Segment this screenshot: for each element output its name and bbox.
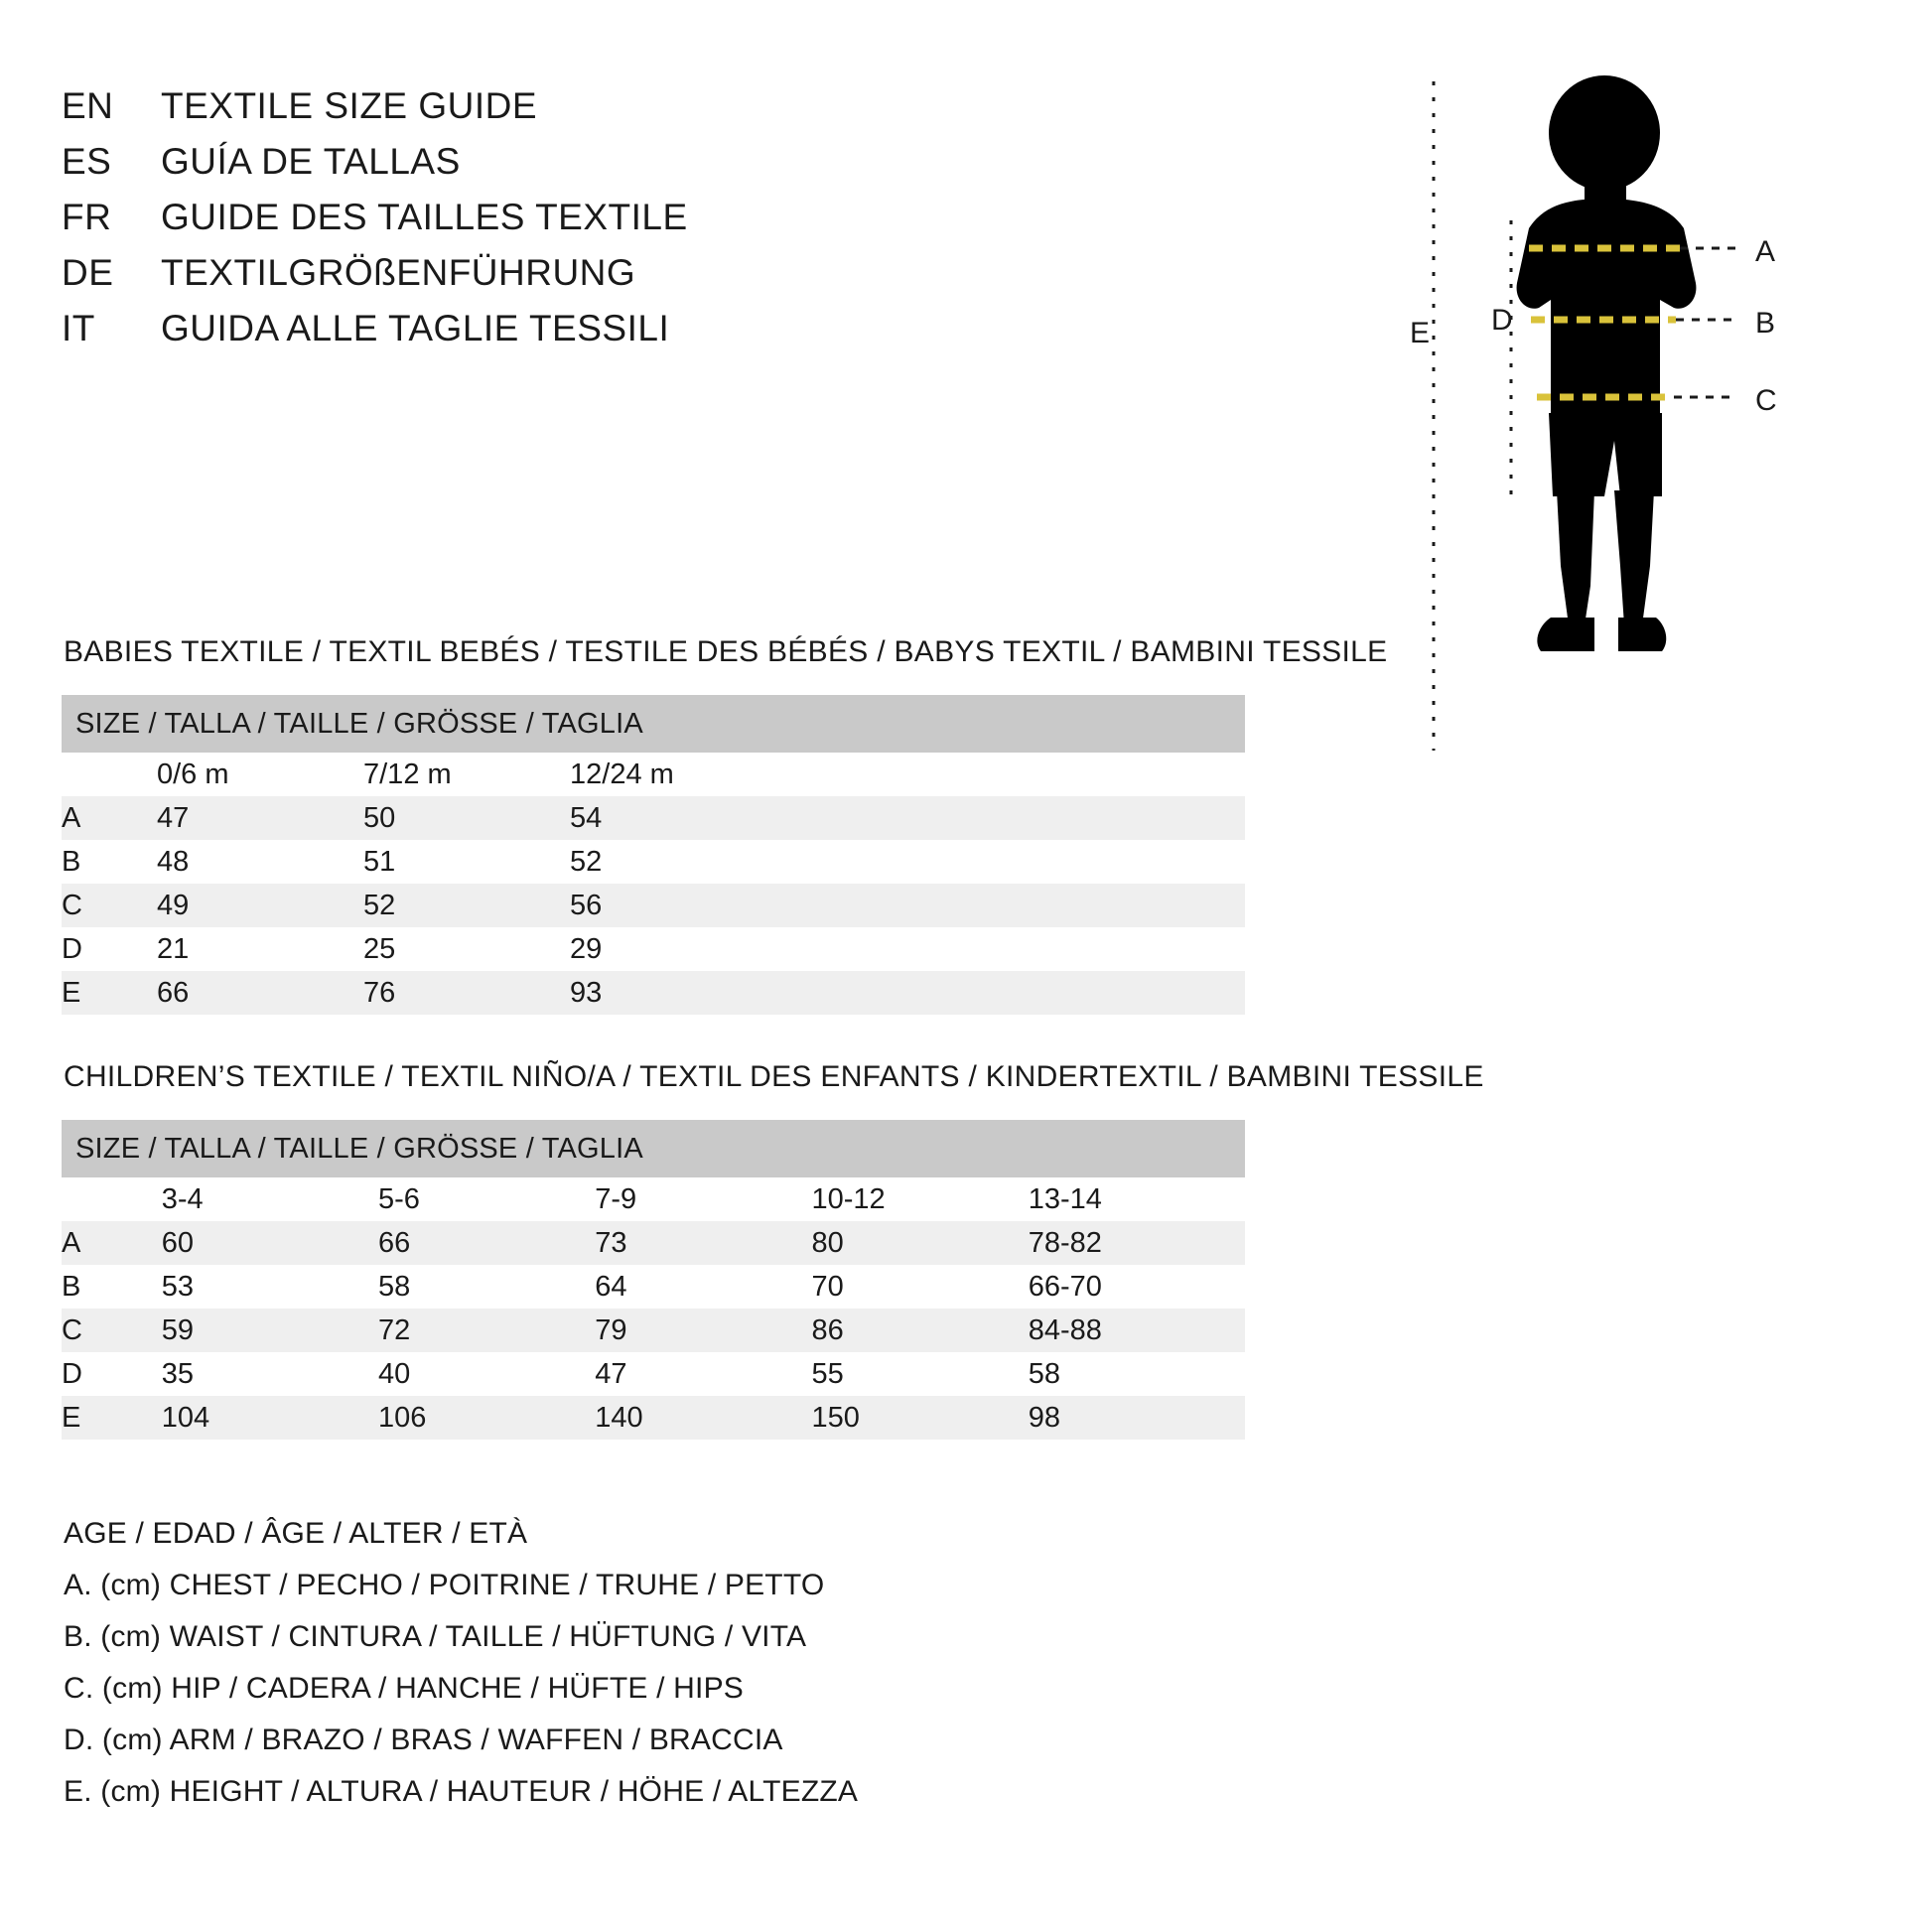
children-cell: 64 <box>595 1265 811 1309</box>
legend-item-d: D. (cm) ARM / BRAZO / BRAS / WAFFEN / BRACCIA <box>64 1724 783 1756</box>
children-cell: 106 <box>378 1396 595 1440</box>
legend-item-b: B. (cm) WAIST / CINTURA / TAILLE / HÜFTUNG / VITA <box>64 1620 807 1653</box>
babies-row-label: E <box>62 971 157 1015</box>
babies-cell: 56 <box>570 884 776 927</box>
language-title: TEXTILGRÖßENFÜHRUNG <box>161 252 636 293</box>
babies-cell-spacer <box>776 796 1245 840</box>
silhouette-shape <box>1517 75 1697 651</box>
babies-cell-spacer <box>776 927 1245 971</box>
babies-cell: 25 <box>363 927 570 971</box>
babies-col-0: 0/6 m <box>157 753 363 796</box>
babies-cell: 47 <box>157 796 363 840</box>
legend-item-c: C. (cm) HIP / CADERA / HANCHE / HÜFTE / HIPS <box>64 1672 744 1705</box>
children-col-3: 10-12 <box>811 1177 1028 1221</box>
children-row-label: B <box>62 1265 162 1309</box>
children-cell: 35 <box>162 1352 378 1396</box>
children-section-caption: CHILDREN’S TEXTILE / TEXTIL NIÑO/A / TEXTIL DES ENFANTS / KINDERTEXTIL / BAMBINI TESSILE <box>64 1060 1484 1093</box>
babies-cell: 52 <box>570 840 776 884</box>
table-row <box>62 840 1245 884</box>
children-cell: 66-70 <box>1029 1265 1245 1309</box>
children-cell: 58 <box>1029 1352 1245 1396</box>
children-cell: 72 <box>378 1309 595 1352</box>
babies-cell-spacer <box>776 840 1245 884</box>
babies-size-table <box>62 695 1245 1015</box>
children-cell: 140 <box>595 1396 811 1440</box>
babies-col-1: 7/12 m <box>363 753 570 796</box>
table-band-header <box>62 1120 1245 1177</box>
children-cell: 53 <box>162 1265 378 1309</box>
children-row-label: A <box>62 1221 162 1265</box>
children-col-2: 7-9 <box>595 1177 811 1221</box>
babies-row-label: A <box>62 796 157 840</box>
babies-cell: 49 <box>157 884 363 927</box>
language-row-en <box>62 85 1054 141</box>
babies-row-label: C <box>62 884 157 927</box>
children-cell: 73 <box>595 1221 811 1265</box>
language-row-es <box>62 141 1054 197</box>
table-row <box>62 927 1245 971</box>
language-code: ES <box>62 141 112 182</box>
babies-column-header-row <box>62 753 1245 796</box>
children-cell: 80 <box>811 1221 1028 1265</box>
figure-label-a: A <box>1755 235 1776 268</box>
corner-cell <box>62 753 157 796</box>
language-code: FR <box>62 197 112 237</box>
children-row-label: E <box>62 1396 162 1440</box>
table-row <box>62 796 1245 840</box>
table-row <box>62 1221 1245 1265</box>
babies-cell-spacer <box>776 971 1245 1015</box>
legend-title: AGE / EDAD / ÂGE / ALTER / ETÀ <box>64 1517 528 1550</box>
children-col-0: 3-4 <box>162 1177 378 1221</box>
language-title: GUIDE DES TAILLES TEXTILE <box>161 197 688 237</box>
language-title: GUÍA DE TALLAS <box>161 141 461 182</box>
children-cell: 66 <box>378 1221 595 1265</box>
language-code: DE <box>62 252 114 293</box>
children-col-1: 5-6 <box>378 1177 595 1221</box>
measurement-diagram <box>1410 69 1886 764</box>
table-row <box>62 1309 1245 1352</box>
babies-cell: 66 <box>157 971 363 1015</box>
language-row-fr <box>62 197 1054 252</box>
babies-section-caption: BABIES TEXTILE / TEXTIL BEBÉS / TESTILE DES BÉBÉS / BABYS TEXTIL / BAMBINI TESSILE <box>64 635 1388 668</box>
children-cell: 60 <box>162 1221 378 1265</box>
children-size-table <box>62 1120 1245 1440</box>
children-cell: 98 <box>1029 1396 1245 1440</box>
language-title: GUIDA ALLE TAGLIE TESSILI <box>161 308 670 348</box>
language-title-block <box>62 85 1054 363</box>
babies-cell: 54 <box>570 796 776 840</box>
table-row <box>62 971 1245 1015</box>
children-column-header-row <box>62 1177 1245 1221</box>
table-row <box>62 1352 1245 1396</box>
corner-cell <box>62 1177 162 1221</box>
language-title: TEXTILE SIZE GUIDE <box>161 85 538 126</box>
measurement-legend <box>64 1517 1354 1827</box>
babies-cell: 93 <box>570 971 776 1015</box>
children-band-label: SIZE / TALLA / TAILLE / GRÖSSE / TAGLIA <box>62 1120 1245 1177</box>
children-cell: 86 <box>811 1309 1028 1352</box>
children-cell: 104 <box>162 1396 378 1440</box>
language-code: EN <box>62 85 114 126</box>
children-row-label: C <box>62 1309 162 1352</box>
figure-label-b: B <box>1755 307 1776 340</box>
table-row <box>62 1396 1245 1440</box>
children-cell: 55 <box>811 1352 1028 1396</box>
babies-cell: 51 <box>363 840 570 884</box>
table-row <box>62 884 1245 927</box>
babies-cell: 52 <box>363 884 570 927</box>
babies-row-label: B <box>62 840 157 884</box>
children-cell: 47 <box>595 1352 811 1396</box>
babies-band-label: SIZE / TALLA / TAILLE / GRÖSSE / TAGLIA <box>62 695 1245 753</box>
children-row-label: D <box>62 1352 162 1396</box>
babies-cell: 50 <box>363 796 570 840</box>
language-code: IT <box>62 308 95 348</box>
table-row <box>62 1265 1245 1309</box>
language-row-it <box>62 308 1054 363</box>
babies-col-spacer <box>776 753 1245 796</box>
child-silhouette-icon <box>1410 69 1886 764</box>
children-cell: 70 <box>811 1265 1028 1309</box>
babies-col-2: 12/24 m <box>570 753 776 796</box>
children-cell: 59 <box>162 1309 378 1352</box>
babies-cell: 29 <box>570 927 776 971</box>
children-col-4: 13-14 <box>1029 1177 1245 1221</box>
babies-cell: 76 <box>363 971 570 1015</box>
babies-cell: 48 <box>157 840 363 884</box>
figure-label-d: D <box>1491 304 1513 337</box>
figure-label-c: C <box>1755 384 1777 417</box>
table-band-header <box>62 695 1245 753</box>
children-cell: 84-88 <box>1029 1309 1245 1352</box>
legend-item-a: A. (cm) CHEST / PECHO / POITRINE / TRUHE / PETTO <box>64 1569 825 1601</box>
children-cell: 40 <box>378 1352 595 1396</box>
figure-label-e: E <box>1410 317 1431 349</box>
children-cell: 150 <box>811 1396 1028 1440</box>
children-cell: 58 <box>378 1265 595 1309</box>
legend-item-e: E. (cm) HEIGHT / ALTURA / HAUTEUR / HÖHE / ALTEZZA <box>64 1775 859 1808</box>
language-row-de <box>62 252 1054 308</box>
children-cell: 78-82 <box>1029 1221 1245 1265</box>
babies-cell-spacer <box>776 884 1245 927</box>
babies-row-label: D <box>62 927 157 971</box>
children-cell: 79 <box>595 1309 811 1352</box>
babies-cell: 21 <box>157 927 363 971</box>
